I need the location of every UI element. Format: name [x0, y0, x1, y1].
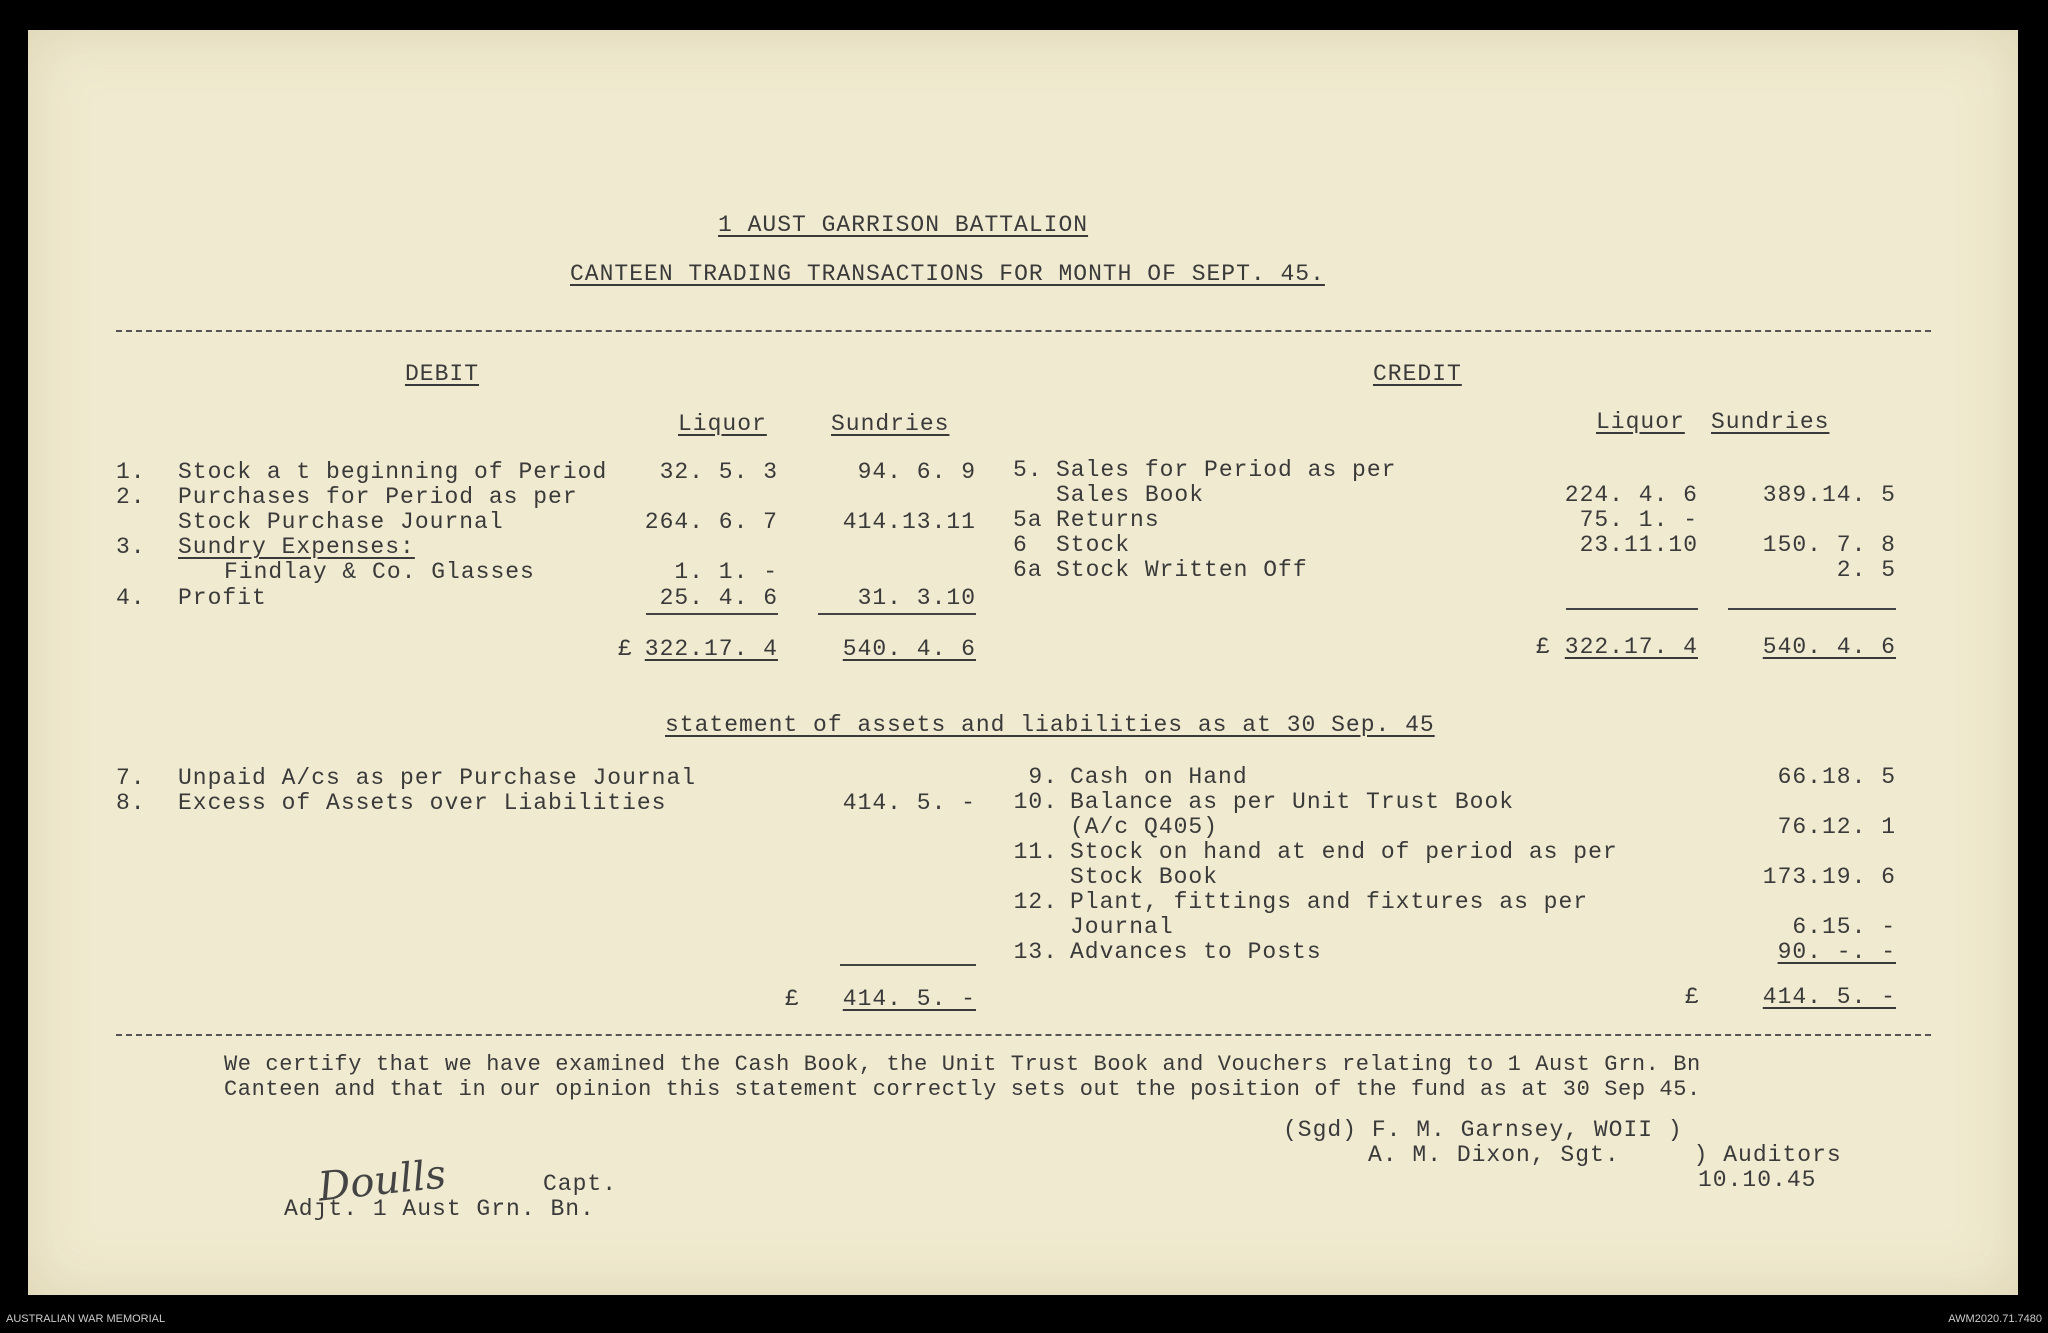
debit-row-number: 2.: [116, 484, 146, 510]
bottom-divider: [116, 1034, 1931, 1036]
top-divider: [116, 330, 1931, 332]
liability-row-number: 8.: [116, 790, 146, 816]
certification-line-1: We certify that we have examined the Cash Book, the Unit Trust Book and Vouchers relating to 1 Aust Grn. Bn: [224, 1052, 1701, 1077]
debit-row-number: 4.: [116, 585, 146, 611]
assets-total-amount: 414. 5. -: [1762, 984, 1896, 1010]
debit-sundries-header: Sundries: [831, 411, 950, 437]
credit-total-currency: £: [1536, 634, 1551, 660]
debit-heading: DEBIT: [405, 361, 480, 387]
debit-row-number: 3.: [116, 534, 146, 560]
asset-row-label: Stock Book: [1070, 864, 1219, 890]
debit-row-label: Stock a t beginning of Period: [178, 459, 608, 485]
unit-name: 1 AUST GARRISON BATTALION: [718, 212, 1089, 238]
assets-total-currency: £: [1685, 984, 1700, 1010]
credit-row-label: Sales Book: [1056, 482, 1205, 508]
debit-total-liquor: 322.17. 4: [644, 636, 778, 662]
debit-row-liquor: 25. 4. 6: [659, 585, 778, 611]
asset-row-label: Stock on hand at end of period as per: [1070, 839, 1618, 865]
statement-heading: statement of assets and liabilities as at 30 Sep. 45: [665, 712, 1435, 738]
asset-row-amount: 76.12. 1: [1777, 814, 1896, 840]
asset-row-amount: 90. -. -: [1777, 939, 1896, 965]
asset-row-amount: 6.15. -: [1792, 914, 1896, 940]
asset-row-amount: 173.19. 6: [1762, 864, 1896, 890]
debit-row-label: Sundry Expenses:: [178, 534, 415, 560]
adjutant-handwritten-signature: Doulls: [315, 1151, 449, 1211]
debit-row-number: 1.: [116, 459, 146, 485]
asset-row-amount: 66.18. 5: [1777, 764, 1896, 790]
document-page: [28, 30, 2018, 1295]
credit-row-sundries: 389.14. 5: [1762, 482, 1896, 508]
auditors-date: 10.10.45: [1698, 1167, 1817, 1193]
asset-row-number: 9.: [1028, 764, 1058, 790]
debit-sundries-total-rule: [818, 613, 976, 615]
debit-row-label: Profit: [178, 585, 267, 611]
credit-sundries-header: Sundries: [1711, 409, 1830, 435]
debit-row-sundries: 94. 6. 9: [857, 459, 976, 485]
asset-row-label: Plant, fittings and fixtures as per: [1070, 889, 1589, 915]
asset-row-label: Balance as per Unit Trust Book: [1070, 789, 1515, 815]
credit-heading: CREDIT: [1373, 361, 1462, 387]
credit-row-number: 6: [1013, 532, 1028, 558]
credit-row-number: 5.: [1013, 457, 1043, 483]
credit-row-liquor: 224. 4. 6: [1564, 482, 1698, 508]
liability-row-amount: 414. 5. -: [842, 790, 976, 816]
debit-row-liquor: 1. 1. -: [674, 559, 778, 585]
credit-row-liquor: 23.11.10: [1579, 532, 1698, 558]
credit-row-number: 6a: [1013, 557, 1043, 583]
debit-row-label: Purchases for Period as per: [178, 484, 578, 510]
debit-total-sundries: 540. 4. 6: [842, 636, 976, 662]
debit-row-label: Stock Purchase Journal: [178, 509, 504, 535]
liability-row-label: Unpaid A/cs as per Purchase Journal: [178, 765, 697, 791]
credit-liquor-header: Liquor: [1596, 409, 1685, 435]
debit-liquor-total-rule: [646, 613, 778, 615]
credit-total-sundries: 540. 4. 6: [1762, 634, 1896, 660]
credit-row-label: Returns: [1056, 507, 1160, 533]
debit-row-sundries: 414.13.11: [842, 509, 976, 535]
debit-row-label: Findlay & Co. Glasses: [224, 559, 535, 585]
auditor-signature-line-1: (Sgd) F. M. Garnsey, WOII ): [1283, 1117, 1683, 1143]
certification-line-2: Canteen and that in our opinion this statement correctly sets out the position of the fund as at 30 Sep 45.: [224, 1077, 1701, 1102]
asset-row-number: 11.: [1013, 839, 1058, 865]
adjutant-rank: Capt.: [543, 1171, 618, 1197]
asset-row-number: 12.: [1013, 889, 1058, 915]
credit-row-label: Stock: [1056, 532, 1131, 558]
asset-row-label: Journal: [1070, 914, 1174, 940]
debit-row-sundries: 31. 3.10: [857, 585, 976, 611]
liabilities-total-amount: 414. 5. -: [842, 986, 976, 1012]
debit-total-currency: £: [618, 636, 633, 662]
credit-row-label: Stock Written Off: [1056, 557, 1308, 583]
asset-row-number: 13.: [1013, 939, 1058, 965]
credit-row-liquor: 75. 1. -: [1579, 507, 1698, 533]
credit-total-liquor: 322.17. 4: [1564, 634, 1698, 660]
asset-row-label: Cash on Hand: [1070, 764, 1248, 790]
adjutant-title: Adjt. 1 Aust Grn. Bn.: [284, 1196, 595, 1222]
credit-row-label: Sales for Period as per: [1056, 457, 1397, 483]
auditor-signature-line-2: A. M. Dixon, Sgt. ) Auditors: [1368, 1142, 1842, 1168]
footer-accession-number: AWM2020.71.7480: [1948, 1313, 2042, 1325]
liabilities-total-currency: £: [785, 986, 800, 1012]
credit-row-sundries: 2. 5: [1836, 557, 1896, 583]
liabilities-total-rule: [840, 964, 976, 966]
debit-liquor-header: Liquor: [678, 411, 767, 437]
asset-row-label: Advances to Posts: [1070, 939, 1322, 965]
document-title: CANTEEN TRADING TRANSACTIONS FOR MONTH OF SEPT. 45.: [570, 261, 1325, 287]
credit-row-number: 5a: [1013, 507, 1043, 533]
credit-sundries-total-rule: [1728, 608, 1896, 610]
liability-row-number: 7.: [116, 765, 146, 791]
debit-row-liquor: 264. 6. 7: [644, 509, 778, 535]
credit-row-sundries: 150. 7. 8: [1762, 532, 1896, 558]
asset-row-number: 10.: [1013, 789, 1058, 815]
credit-liquor-total-rule: [1566, 608, 1698, 610]
debit-row-liquor: 32. 5. 3: [659, 459, 778, 485]
asset-row-label: (A/c Q405): [1070, 814, 1219, 840]
liability-row-label: Excess of Assets over Liabilities: [178, 790, 667, 816]
footer-institution: AUSTRALIAN WAR MEMORIAL: [6, 1313, 166, 1325]
